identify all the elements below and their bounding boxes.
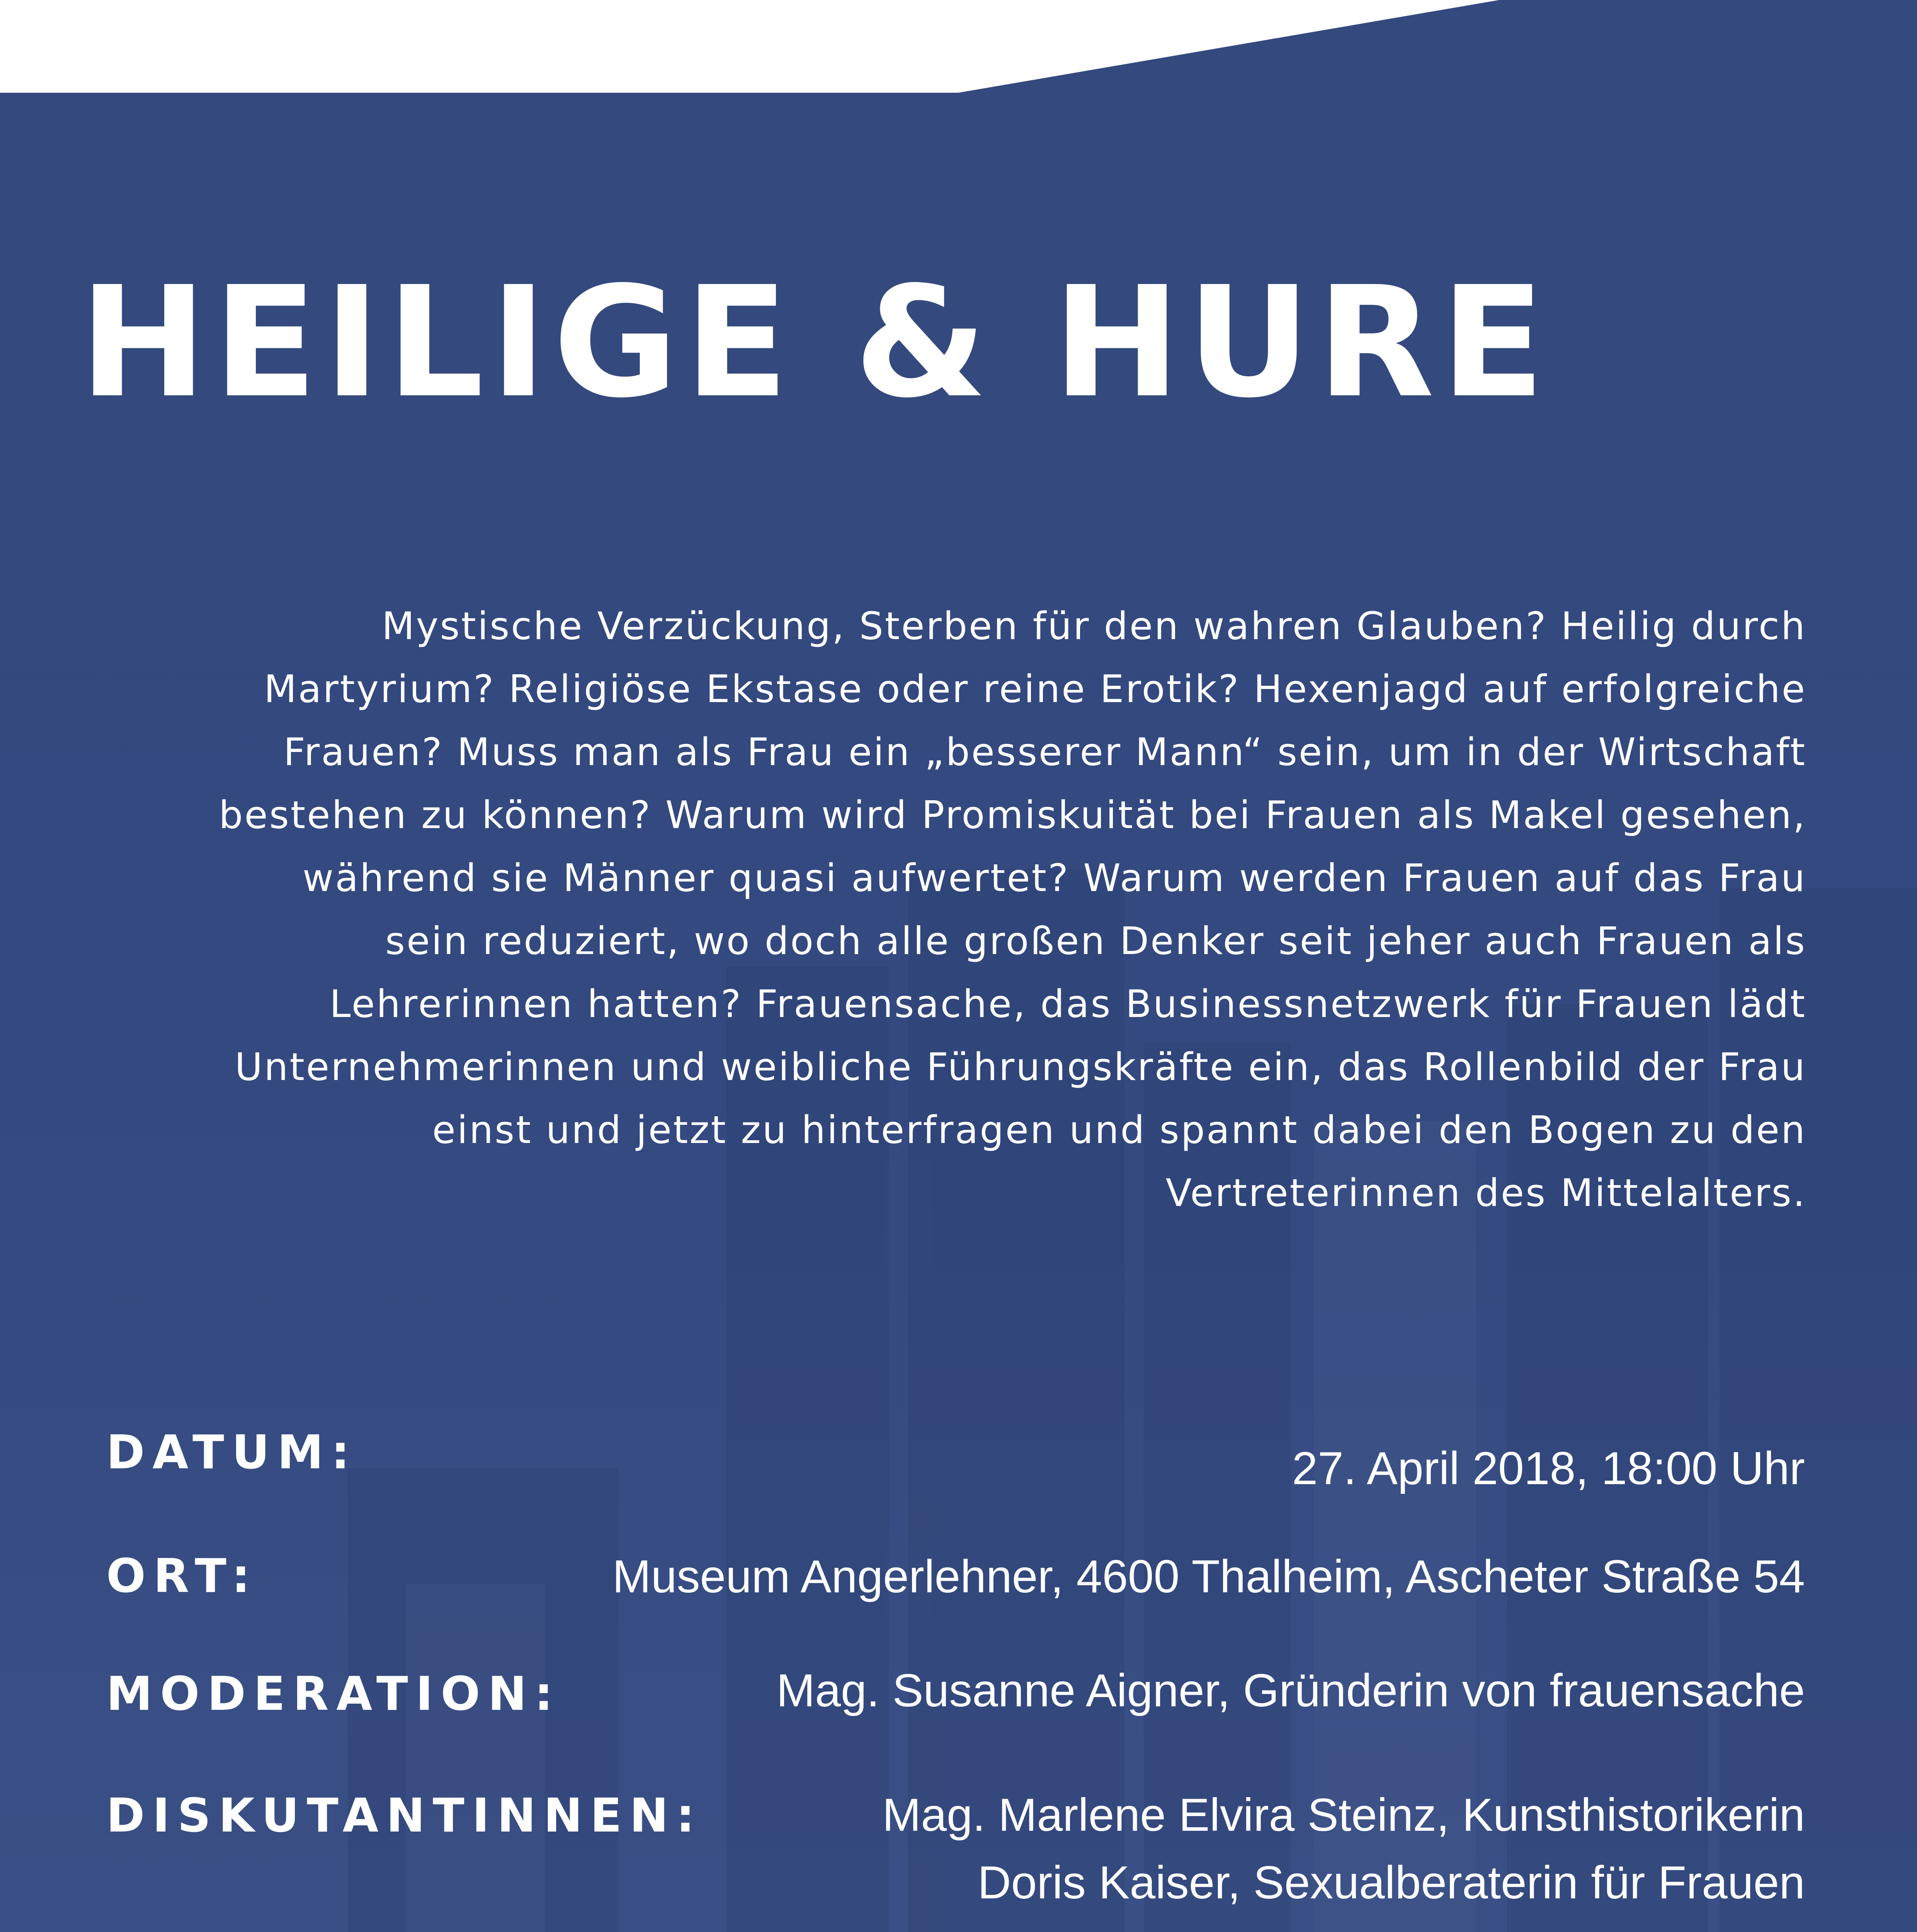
intro-line: Martyrium? Religiöse Ekstase oder reine Erotik? Hexenjagd auf erfolgreiche	[264, 667, 1806, 711]
diskutantinnen-values	[882, 1781, 1805, 1917]
poster-title: HEILIGE & HURE	[79, 254, 1551, 432]
intro-line: Mystische Verzückung, Sterben für den wahren Glauben? Heilig durch	[381, 604, 1806, 648]
datum-label: DATUM:	[106, 1426, 357, 1480]
intro-paragraph	[185, 595, 1806, 1225]
ort-value: Museum Angerlehner, 4600 Thalheim, Ascheter Straße 54	[612, 1551, 1805, 1602]
ort-label: ORT:	[106, 1549, 258, 1603]
intro-line: Lehrerinnen hatten? Frauensache, das Businessnetzwerk für Frauen lädt	[329, 982, 1806, 1026]
datum-value: 27. April 2018, 18:00 Uhr	[1292, 1442, 1805, 1494]
diskutantinnen-label: DISKUTANTINNEN:	[106, 1789, 703, 1843]
moderation-label: MODERATION:	[106, 1667, 561, 1721]
intro-line: Vertreterinnen des Mittelalters.	[1165, 1171, 1806, 1215]
diskutantin-2: Doris Kaiser, Sexualberaterin für Frauen	[977, 1857, 1805, 1908]
intro-line: bestehen zu können? Warum wird Promiskuität bei Frauen als Makel gesehen,	[219, 793, 1806, 837]
intro-line: während sie Männer quasi aufwertet? Warum werden Frauen auf das Frau	[302, 856, 1806, 900]
diskutantin-1: Mag. Marlene Elvira Steinz, Kunsthistorikerin	[882, 1789, 1805, 1841]
intro-line: Frauen? Muss man als Frau ein „besserer Mann“ sein, um in der Wirtschaft	[283, 730, 1806, 774]
intro-line: einst und jetzt zu hinterfragen und spannt dabei den Bogen zu den	[432, 1108, 1806, 1152]
intro-line: Unternehmerinnen und weibliche Führungskräfte ein, das Rollenbild der Frau	[235, 1045, 1806, 1089]
moderation-value: Mag. Susanne Aigner, Gründerin von frauensache	[776, 1665, 1805, 1716]
intro-line: sein reduziert, wo doch alle großen Denker seit jeher auch Frauen als	[385, 919, 1806, 963]
